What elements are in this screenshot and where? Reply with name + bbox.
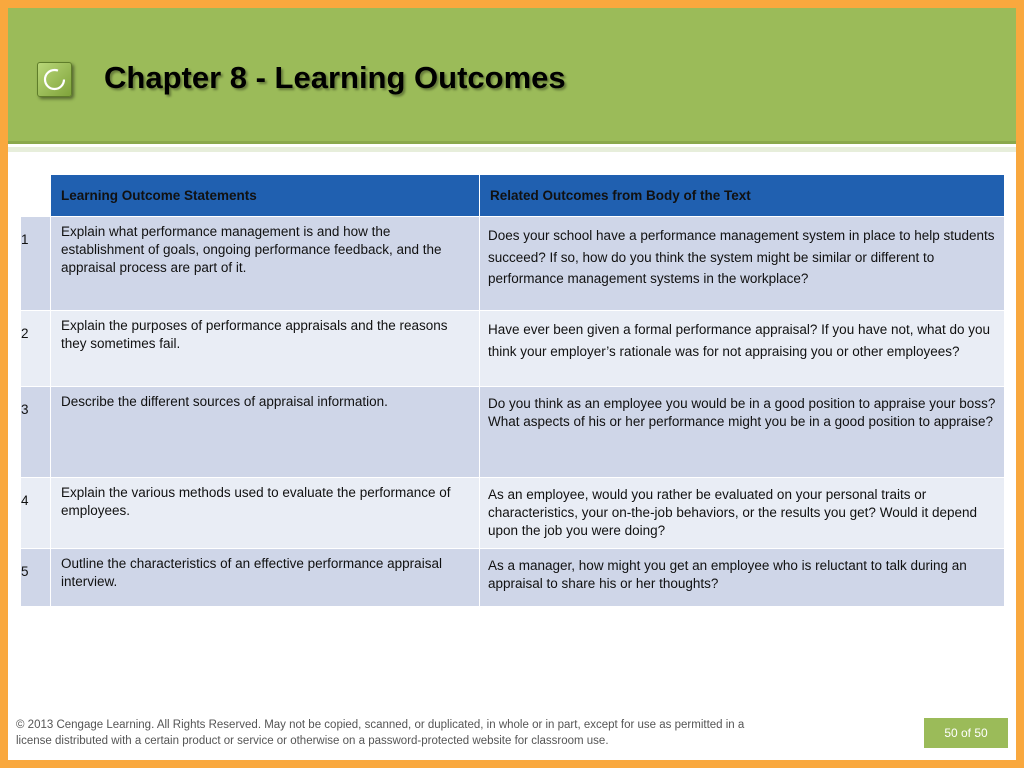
learning-outcomes-table xyxy=(20,174,1005,607)
table-row xyxy=(21,217,1005,311)
outcome-statement: Outline the characteristics of an effective performance appraisal interview. xyxy=(51,549,480,607)
copyright-notice: © 2013 Cengage Learning. All Rights Reserved. May not be copied, scanned, or duplicated, in whole or in part, except for use as permitted in a license distributed with a certain product or service or otherwise on a password-protected website for classroom use. xyxy=(16,719,745,747)
table-row xyxy=(21,387,1005,478)
outcome-statement: Explain the various methods used to evaluate the performance of employees. xyxy=(51,478,480,549)
outcome-statement: Explain the purposes of performance appraisals and the reasons they sometimes fail. xyxy=(51,311,480,387)
related-outcome: Do you think as an employee you would be in a good position to appraise your boss? What aspects of his or her performance might you be in a good position to appraise? xyxy=(480,387,1005,478)
table-row xyxy=(21,478,1005,549)
related-outcome: Have ever been given a formal performance appraisal? If you have not, what do you think your employer’s rationale was for not appraising you or other employees? xyxy=(480,311,1005,387)
table-row xyxy=(21,311,1005,387)
related-outcome: Does your school have a performance management system in place to help students succeed? If so, how do you think the system might be similar or different to performance management systems in the workplace? xyxy=(480,217,1005,311)
table-corner-cell xyxy=(21,175,51,217)
row-number: 1 xyxy=(21,217,51,311)
outcome-statement: Explain what performance management is and how the establishment of goals, ongoing performance feedback, and the appraisal process are part of it. xyxy=(51,217,480,311)
related-outcome: As an employee, would you rather be evaluated on your personal traits or characteristics, your on-the-job behaviors, or the results you get? Would it depend upon the job you were doing? xyxy=(480,478,1005,549)
row-number: 3 xyxy=(21,387,51,478)
table-row xyxy=(21,549,1005,607)
row-number: 5 xyxy=(21,549,51,607)
square-bullet-icon xyxy=(37,62,72,97)
column-header-related: Related Outcomes from Body of the Text xyxy=(480,175,1005,217)
page-number-badge: 50 of 50 xyxy=(924,718,1008,748)
row-number: 4 xyxy=(21,478,51,549)
row-number: 2 xyxy=(21,311,51,387)
outcome-statement: Describe the different sources of appraisal information. xyxy=(51,387,480,478)
slide xyxy=(8,8,1016,760)
column-header-statements: Learning Outcome Statements xyxy=(51,175,480,217)
title-bar xyxy=(8,8,1016,144)
table-header-row xyxy=(21,175,1005,217)
page-title: Chapter 8 - Learning Outcomes xyxy=(104,60,566,95)
related-outcome: As a manager, how might you get an employee who is reluctant to talk during an appraisal to share his or her thoughts? xyxy=(480,549,1005,607)
header-divider xyxy=(8,147,1016,152)
